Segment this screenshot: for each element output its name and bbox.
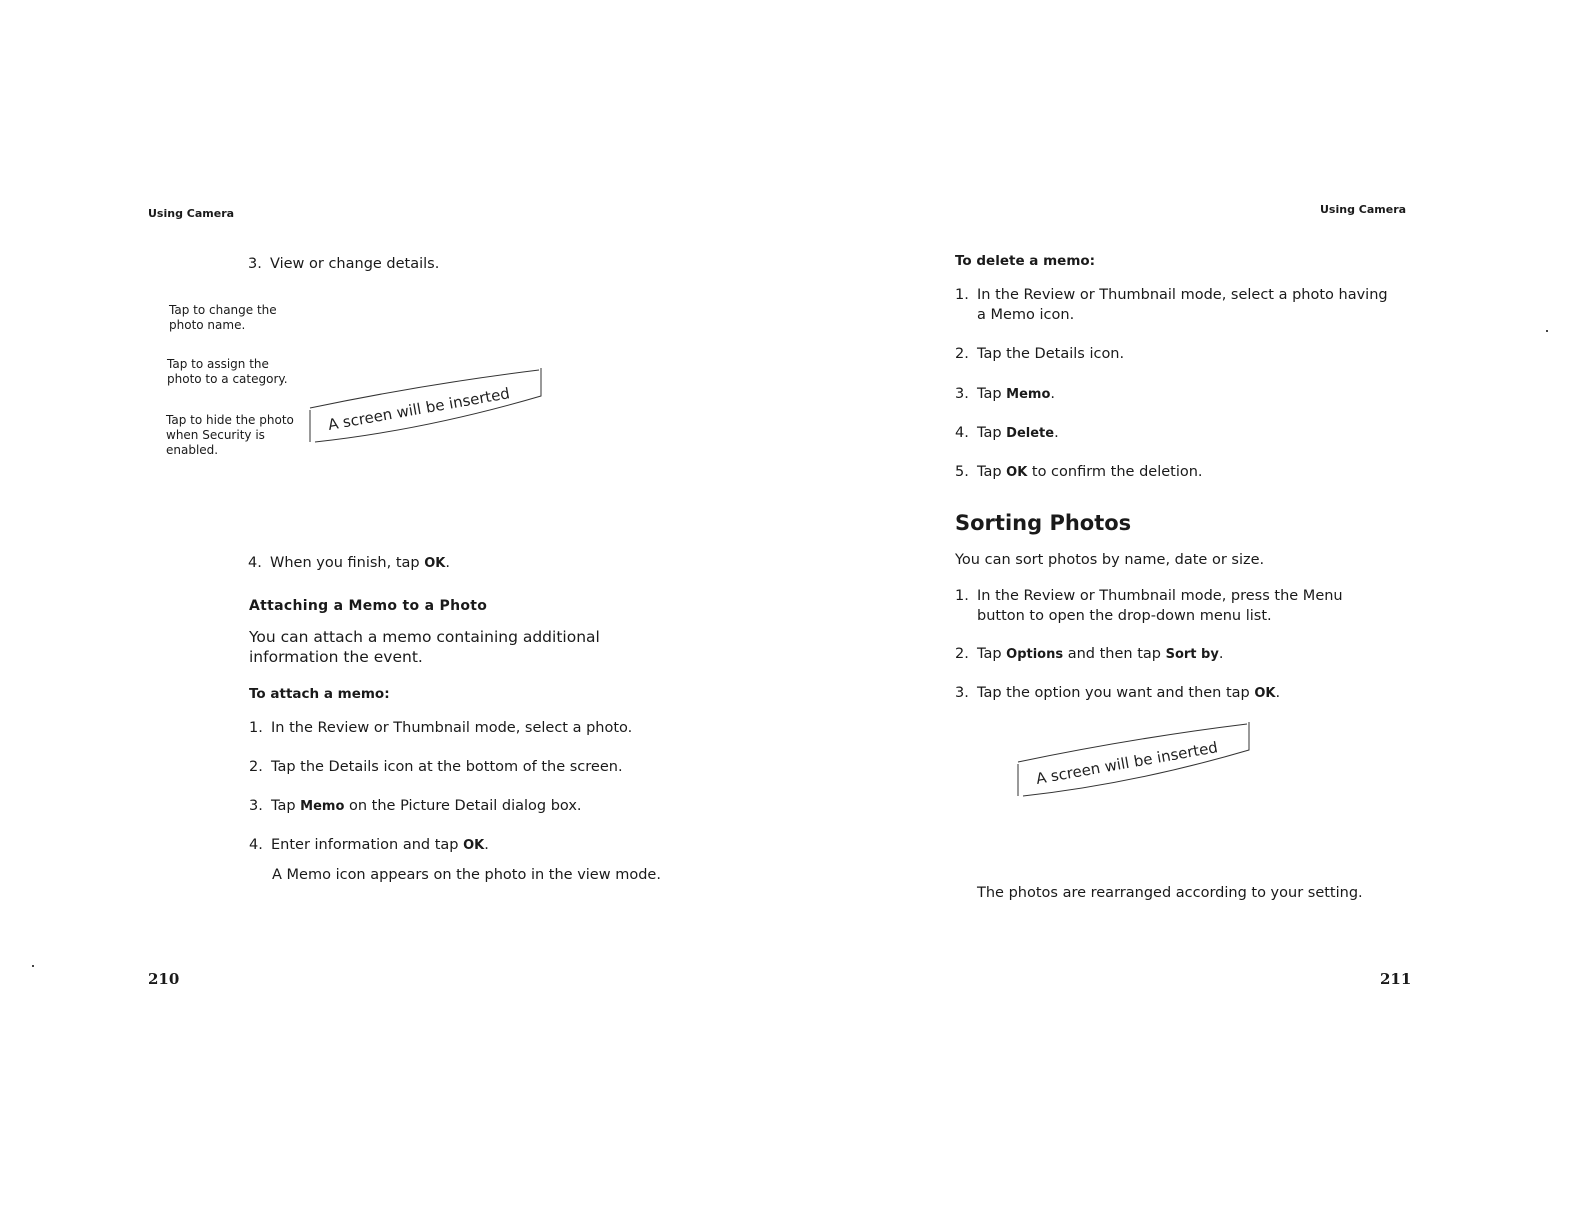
attach-step-2: 2. Tap the Details icon at the bottom of the screen. [249,759,623,775]
step-finish-ok: 4. When you finish, tap OK. [248,555,450,571]
attach-result: A Memo icon appears on the photo in the view mode. [272,867,661,883]
delete-step-2: 2. Tap the Details icon. [955,346,1125,362]
attach-step-1: 1. In the Review or Thumbnail mode, select a photo. [249,720,633,736]
sort-step-3: 3. Tap the option you want and then tap OK. [955,685,1281,701]
sorting-result: The photos are rearranged according to your setting. [977,885,1363,901]
sorting-intro: You can sort photos by name, date or size. [955,552,1265,568]
step-number: 3. [248,256,262,272]
running-head-right: Using Camera [1320,203,1407,216]
procedure-title-delete: To delete a memo: [955,253,1096,269]
sort-step-1: 1. In the Review or Thumbnail mode, press the Menu button to open the drop-down menu list. [955,588,1343,624]
section-heading-sorting: Sorting Photos [955,511,1132,535]
procedure-title-attach: To attach a memo: [249,686,390,702]
sub-heading-attach-memo: Attaching a Memo to a Photo [249,598,488,614]
step-text: View or change details. [270,256,440,272]
delete-step-5: 5. Tap OK to confirm the deletion. [955,464,1203,480]
running-head-left: Using Camera [148,207,235,220]
scan-speck [1546,330,1548,332]
screen-placeholder-right [1013,714,1258,804]
step-view-details [248,254,439,274]
delete-step-3: 3. Tap Memo. [955,386,1055,402]
attach-step-4: 4. Enter information and tap OK. [249,837,489,853]
delete-step-4: 4. Tap Delete. [955,425,1059,441]
placeholder-label: A screen will be inserted [1034,738,1220,788]
callout-assign-category: Tap to assign the photo to a category. [167,357,288,386]
callout-hide-photo: Tap to hide the photo when Security is enabled. [166,413,294,457]
page-number-right: 211 [1380,970,1412,988]
placeholder-label: A screen will be inserted [326,384,512,434]
page-number-left: 210 [148,970,180,988]
sort-step-2: 2. Tap Options and then tap Sort by. [955,646,1224,662]
attach-step-3: 3. Tap Memo on the Picture Detail dialog box. [249,798,582,814]
attach-memo-intro: You can attach a memo containing additional information the event. [249,628,600,666]
callout-change-name: Tap to change the photo name. [169,303,277,332]
delete-step-1: 1. In the Review or Thumbnail mode, select a photo having a Memo icon. [955,287,1388,323]
scan-speck [32,965,34,967]
screen-placeholder-left [305,360,550,450]
